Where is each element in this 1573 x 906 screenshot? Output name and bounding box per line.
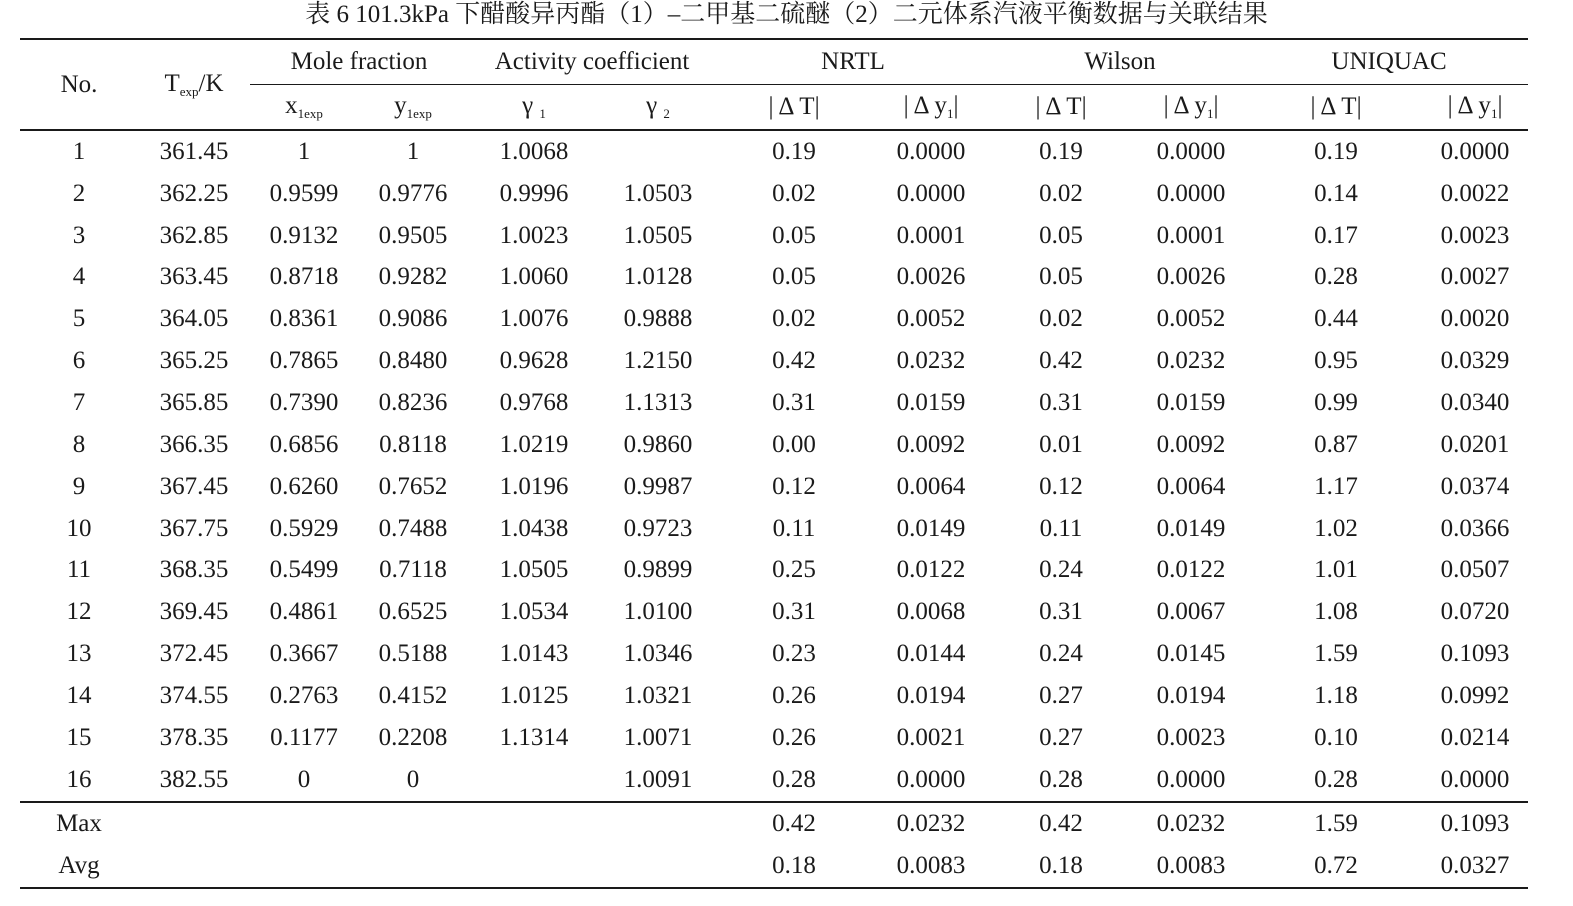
cell-no: 8 xyxy=(72,430,86,458)
uniquac-dy-end: | xyxy=(1497,92,1503,119)
cell-wilson-dy: 0.0026 xyxy=(1156,263,1226,291)
cell-x1exp: 0.9132 xyxy=(269,221,339,249)
cell-uniquac-dt: 0.44 xyxy=(1314,305,1358,333)
cell-uniquac-dt: 1.17 xyxy=(1314,472,1358,500)
cell-y1exp: 0.9086 xyxy=(378,305,448,333)
header-y1exp xyxy=(358,85,468,131)
table-header xyxy=(20,39,1528,130)
cell-no: 15 xyxy=(66,723,92,751)
cell-nrtl-dy: 0.0149 xyxy=(896,514,966,542)
cell-nrtl-dy: 0.0000 xyxy=(896,765,966,793)
cell-y1exp: 0.4152 xyxy=(378,681,448,709)
header-no: No. xyxy=(20,39,138,130)
cell-gamma1: 1.1314 xyxy=(499,723,569,751)
cell-no: 11 xyxy=(66,556,92,584)
cell-uniquac-dy: 0.0374 xyxy=(1440,472,1510,500)
cell-wilson-dy: 0.0159 xyxy=(1156,388,1226,416)
cell-uniquac-dy: 0.0022 xyxy=(1440,179,1510,207)
summary-row-avg xyxy=(20,845,1528,888)
table-row xyxy=(20,466,1528,508)
cell-wilson-dy: 0.0001 xyxy=(1156,221,1226,249)
table-body xyxy=(20,130,1528,802)
nrtl-dy-symbol: | Δ y xyxy=(903,92,947,119)
cell-x1exp: 0.2763 xyxy=(269,681,339,709)
cell-gamma2: 0.9888 xyxy=(623,305,693,333)
cell-y1exp: 0.7488 xyxy=(378,514,448,542)
cell-no: 5 xyxy=(72,305,86,333)
cell-x1exp: 0.7865 xyxy=(269,347,339,375)
cell-no: 10 xyxy=(66,514,92,542)
cell-x1exp xyxy=(250,802,358,845)
cell-nrtl-dy: 0.0232 xyxy=(896,347,966,375)
cell-gamma1: 1.0438 xyxy=(499,514,569,542)
cell-wilson-dy: 0.0122 xyxy=(1156,556,1226,584)
cell-x1exp: 0.8361 xyxy=(269,305,339,333)
cell-gamma1: 1.0125 xyxy=(499,681,569,709)
cell-temperature: 374.55 xyxy=(159,681,229,709)
cell-wilson-dt: 0.01 xyxy=(1039,430,1083,458)
header-nrtl-dy xyxy=(872,85,990,131)
cell-gamma1 xyxy=(468,845,600,888)
cell-nrtl-dt: 0.12 xyxy=(772,472,816,500)
cell-wilson-dt: 0.42 xyxy=(1039,347,1083,375)
cell-nrtl-dt: 0.31 xyxy=(772,388,816,416)
cell-gamma2 xyxy=(600,802,716,845)
cell-y1exp: 0 xyxy=(406,765,420,793)
cell-wilson-dy: 0.0145 xyxy=(1156,640,1226,668)
cell-uniquac-dt: 0.19 xyxy=(1314,137,1358,165)
header-x1exp xyxy=(250,85,358,131)
cell-nrtl-dt: 0.26 xyxy=(772,681,816,709)
cell-x1exp: 0.9599 xyxy=(269,179,339,207)
summary-row-max xyxy=(20,802,1528,845)
cell-temperature: 363.45 xyxy=(159,263,229,291)
cell-temperature: 368.35 xyxy=(159,556,229,584)
cell-y1exp: 0.2208 xyxy=(378,723,448,751)
temp-unit: /K xyxy=(198,69,224,97)
table-row xyxy=(20,130,1528,173)
cell-gamma1: 1.0505 xyxy=(499,556,569,584)
cell-uniquac-dy: 0.0201 xyxy=(1440,430,1510,458)
cell-x1exp xyxy=(250,845,358,888)
cell-gamma1 xyxy=(468,759,600,802)
cell-gamma2: 0.9723 xyxy=(623,514,693,542)
header-wilson-dt: | Δ T| xyxy=(990,85,1132,131)
gamma2-symbol: γ xyxy=(646,92,658,119)
header-gamma2 xyxy=(600,85,716,131)
table-row xyxy=(20,675,1528,717)
cell-wilson-dt: 0.27 xyxy=(1039,681,1083,709)
cell-nrtl-dt: 0.02 xyxy=(772,305,816,333)
cell-nrtl-dy: 0.0068 xyxy=(896,598,966,626)
header-gamma1 xyxy=(468,85,600,131)
cell-gamma2: 1.2150 xyxy=(623,347,693,375)
table-footer xyxy=(20,802,1528,888)
cell-nrtl-dy: 0.0001 xyxy=(896,221,966,249)
table-caption: 表 6 101.3kPa 下醋酸异丙酯（1）–二甲基二硫醚（2）二元体系汽液平衡数据与关联结果 xyxy=(305,1,1268,28)
cell-nrtl-dt: 0.28 xyxy=(772,765,816,793)
cell-wilson-dy: 0.0083 xyxy=(1132,845,1250,888)
cell-wilson-dy: 0.0149 xyxy=(1156,514,1226,542)
cell-y1exp: 1 xyxy=(406,137,420,165)
table-row xyxy=(20,717,1528,759)
cell-temperature: 372.45 xyxy=(159,640,229,668)
cell-wilson-dy: 0.0023 xyxy=(1156,723,1226,751)
cell-wilson-dt: 0.12 xyxy=(1039,472,1083,500)
vle-data-table xyxy=(20,38,1528,889)
cell-x1exp: 0.5499 xyxy=(269,556,339,584)
cell-temperature: 361.45 xyxy=(159,137,229,165)
cell-wilson-dy: 0.0194 xyxy=(1156,681,1226,709)
header-nrtl: NRTL xyxy=(716,39,990,85)
cell-uniquac-dt: 1.59 xyxy=(1250,802,1422,845)
gamma2-subscript: 2 xyxy=(663,106,670,121)
cell-wilson-dt: 0.11 xyxy=(1039,514,1083,542)
uniquac-dy-subscript: 1 xyxy=(1490,106,1498,121)
cell-y1exp: 0.5188 xyxy=(378,640,448,668)
cell-uniquac-dt: 0.72 xyxy=(1250,845,1422,888)
cell-nrtl-dt: 0.18 xyxy=(716,845,872,888)
nrtl-dy-subscript: 1 xyxy=(946,106,954,121)
cell-y1exp: 0.7118 xyxy=(379,556,447,584)
cell-uniquac-dt: 0.28 xyxy=(1314,765,1358,793)
cell-uniquac-dy: 0.0329 xyxy=(1440,347,1510,375)
header-nrtl-dt: | Δ T| xyxy=(716,85,872,131)
cell-gamma2 xyxy=(600,845,716,888)
cell-y1exp: 0.8236 xyxy=(378,388,448,416)
cell-y1exp: 0.9282 xyxy=(378,263,448,291)
cell-uniquac-dy: 0.0340 xyxy=(1440,388,1510,416)
cell-wilson-dy: 0.0067 xyxy=(1156,598,1226,626)
cell-nrtl-dt: 0.19 xyxy=(772,137,816,165)
cell-uniquac-dy: 0.0023 xyxy=(1440,221,1510,249)
cell-wilson-dy: 0.0000 xyxy=(1156,765,1226,793)
table-row xyxy=(20,424,1528,466)
cell-gamma1: 1.0076 xyxy=(499,305,569,333)
cell-uniquac-dt: 0.14 xyxy=(1314,179,1358,207)
cell-gamma1: 1.0219 xyxy=(499,430,569,458)
cell-wilson-dy: 0.0064 xyxy=(1156,472,1226,500)
cell-uniquac-dt: 1.02 xyxy=(1314,514,1358,542)
cell-x1exp: 0.3667 xyxy=(269,640,339,668)
table-row xyxy=(20,591,1528,633)
cell-temperature: 362.85 xyxy=(159,221,229,249)
cell-y1exp: 0.9776 xyxy=(378,179,448,207)
cell-temperature: 369.45 xyxy=(159,598,229,626)
cell-no: 14 xyxy=(66,681,92,709)
cell-nrtl-dt: 0.05 xyxy=(772,221,816,249)
summary-label: Max xyxy=(20,802,138,845)
header-temperature xyxy=(138,39,250,130)
cell-nrtl-dt: 0.11 xyxy=(772,514,816,542)
cell-uniquac-dt: 0.99 xyxy=(1314,388,1358,416)
cell-nrtl-dt: 0.00 xyxy=(772,430,816,458)
cell-nrtl-dy: 0.0064 xyxy=(896,472,966,500)
summary-label: Avg xyxy=(20,845,138,888)
cell-x1exp: 0.7390 xyxy=(269,388,339,416)
cell-nrtl-dt: 0.31 xyxy=(772,598,816,626)
cell-gamma1: 1.0068 xyxy=(499,137,569,165)
cell-wilson-dt: 0.18 xyxy=(990,845,1132,888)
table-row xyxy=(20,215,1528,257)
table-row xyxy=(20,508,1528,550)
cell-nrtl-dy: 0.0194 xyxy=(896,681,966,709)
cell-wilson-dt: 0.28 xyxy=(1039,765,1083,793)
wilson-dy-symbol: | Δ y xyxy=(1163,92,1207,119)
cell-gamma2: 1.0071 xyxy=(623,723,693,751)
header-wilson-dy xyxy=(1132,85,1250,131)
y-subscript: 1exp xyxy=(406,106,432,121)
cell-temperature: 365.25 xyxy=(159,347,229,375)
cell-uniquac-dy: 0.0366 xyxy=(1440,514,1510,542)
cell-y1exp: 0.8480 xyxy=(378,347,448,375)
cell-uniquac-dt: 1.01 xyxy=(1314,556,1358,584)
cell-wilson-dt: 0.05 xyxy=(1039,221,1083,249)
cell-x1exp: 0.8718 xyxy=(269,263,339,291)
cell-uniquac-dt: 0.87 xyxy=(1314,430,1358,458)
table-row xyxy=(20,257,1528,299)
cell-uniquac-dy: 0.1093 xyxy=(1422,802,1528,845)
header-wilson: Wilson xyxy=(990,39,1250,85)
cell-gamma2: 1.0346 xyxy=(623,640,693,668)
table-row xyxy=(20,173,1528,215)
temp-subscript: exp xyxy=(179,83,199,99)
cell-gamma2 xyxy=(600,130,716,173)
uniquac-dy-symbol: | Δ y xyxy=(1447,92,1491,119)
cell-y1exp: 0.7652 xyxy=(378,472,448,500)
cell-wilson-dt: 0.31 xyxy=(1039,388,1083,416)
cell-gamma2: 1.0091 xyxy=(623,765,693,793)
cell-nrtl-dt: 0.05 xyxy=(772,263,816,291)
cell-uniquac-dy: 0.0992 xyxy=(1440,681,1510,709)
table-row xyxy=(20,340,1528,382)
cell-wilson-dt: 0.02 xyxy=(1039,305,1083,333)
table-row xyxy=(20,298,1528,340)
cell-temperature: 367.75 xyxy=(159,514,229,542)
wilson-dy-subscript: 1 xyxy=(1206,106,1214,121)
cell-nrtl-dt: 0.25 xyxy=(772,556,816,584)
table-row xyxy=(20,382,1528,424)
cell-wilson-dy: 0.0000 xyxy=(1156,179,1226,207)
cell-gamma1: 1.0023 xyxy=(499,221,569,249)
cell-wilson-dt: 0.24 xyxy=(1039,556,1083,584)
table-row xyxy=(20,549,1528,591)
cell-nrtl-dy: 0.0052 xyxy=(896,305,966,333)
cell-nrtl-dy: 0.0000 xyxy=(896,137,966,165)
cell-nrtl-dy: 0.0232 xyxy=(872,802,990,845)
cell-gamma2: 1.0321 xyxy=(623,681,693,709)
cell-temperature xyxy=(138,845,250,888)
cell-gamma1: 1.0196 xyxy=(499,472,569,500)
cell-gamma1: 1.0143 xyxy=(499,640,569,668)
cell-gamma2: 1.0128 xyxy=(623,263,693,291)
temp-symbol: T xyxy=(164,69,180,97)
cell-y1exp xyxy=(358,802,468,845)
cell-gamma2: 0.9987 xyxy=(623,472,693,500)
cell-gamma2: 1.0100 xyxy=(623,598,693,626)
cell-no: 1 xyxy=(72,137,86,165)
cell-uniquac-dt: 1.59 xyxy=(1314,640,1358,668)
cell-no: 2 xyxy=(72,179,86,207)
cell-nrtl-dt: 0.02 xyxy=(772,179,816,207)
cell-x1exp: 0 xyxy=(297,765,311,793)
cell-wilson-dy: 0.0052 xyxy=(1156,305,1226,333)
cell-gamma1 xyxy=(468,802,600,845)
gamma1-subscript: 1 xyxy=(539,106,546,121)
cell-wilson-dt: 0.24 xyxy=(1039,640,1083,668)
header-uniquac-dy xyxy=(1422,85,1528,131)
cell-no: 4 xyxy=(72,263,86,291)
cell-uniquac-dt: 0.95 xyxy=(1314,347,1358,375)
header-mole-fraction: Mole fraction xyxy=(250,39,468,85)
cell-nrtl-dt: 0.26 xyxy=(772,723,816,751)
gamma1-symbol: γ xyxy=(522,92,534,119)
cell-nrtl-dy: 0.0026 xyxy=(896,263,966,291)
header-uniquac: UNIQUAC xyxy=(1250,39,1528,85)
table-row xyxy=(20,759,1528,802)
header-activity-coefficient: Activity coefficient xyxy=(468,39,716,85)
x-symbol: x xyxy=(285,92,298,119)
cell-wilson-dt: 0.42 xyxy=(990,802,1132,845)
cell-temperature: 382.55 xyxy=(159,765,229,793)
cell-uniquac-dy: 0.0214 xyxy=(1440,723,1510,751)
nrtl-dy-end: | xyxy=(953,92,959,119)
cell-x1exp: 0.6856 xyxy=(269,430,339,458)
cell-gamma1: 1.0534 xyxy=(499,598,569,626)
cell-wilson-dt: 0.02 xyxy=(1039,179,1083,207)
cell-temperature: 364.05 xyxy=(159,305,229,333)
cell-gamma1: 0.9768 xyxy=(499,388,569,416)
cell-y1exp: 0.9505 xyxy=(378,221,448,249)
cell-uniquac-dy: 0.0720 xyxy=(1440,598,1510,626)
y-symbol: y xyxy=(394,92,407,119)
cell-x1exp: 0.4861 xyxy=(269,598,339,626)
cell-uniquac-dt: 1.08 xyxy=(1314,598,1358,626)
cell-uniquac-dy: 0.0507 xyxy=(1440,556,1510,584)
cell-gamma2: 1.1313 xyxy=(623,388,693,416)
cell-uniquac-dy: 0.1093 xyxy=(1440,640,1510,668)
cell-nrtl-dy: 0.0122 xyxy=(896,556,966,584)
cell-x1exp: 0.6260 xyxy=(269,472,339,500)
cell-x1exp: 0.5929 xyxy=(269,514,339,542)
cell-y1exp: 0.8118 xyxy=(379,430,447,458)
cell-gamma2: 1.0503 xyxy=(623,179,693,207)
cell-no: 3 xyxy=(72,221,86,249)
header-uniquac-dt: | Δ T| xyxy=(1250,85,1422,131)
cell-wilson-dy: 0.0000 xyxy=(1156,137,1226,165)
cell-temperature xyxy=(138,802,250,845)
cell-uniquac-dt: 1.18 xyxy=(1314,681,1358,709)
cell-uniquac-dt: 0.10 xyxy=(1314,723,1358,751)
cell-nrtl-dy: 0.0144 xyxy=(896,640,966,668)
cell-wilson-dt: 0.05 xyxy=(1039,263,1083,291)
cell-wilson-dy: 0.0232 xyxy=(1156,347,1226,375)
cell-no: 7 xyxy=(72,388,86,416)
cell-nrtl-dt: 0.23 xyxy=(772,640,816,668)
cell-gamma1: 1.0060 xyxy=(499,263,569,291)
cell-wilson-dt: 0.31 xyxy=(1039,598,1083,626)
cell-no: 9 xyxy=(72,472,86,500)
cell-temperature: 362.25 xyxy=(159,179,229,207)
cell-temperature: 378.35 xyxy=(159,723,229,751)
cell-uniquac-dt: 0.28 xyxy=(1314,263,1358,291)
cell-no: 12 xyxy=(66,598,92,626)
cell-wilson-dy: 0.0232 xyxy=(1132,802,1250,845)
cell-temperature: 366.35 xyxy=(159,430,229,458)
wilson-dy-end: | xyxy=(1213,92,1219,119)
cell-temperature: 367.45 xyxy=(159,472,229,500)
cell-uniquac-dy: 0.0027 xyxy=(1440,263,1510,291)
cell-wilson-dt: 0.19 xyxy=(1039,137,1083,165)
cell-uniquac-dy: 0.0000 xyxy=(1440,137,1510,165)
cell-nrtl-dy: 0.0021 xyxy=(896,723,966,751)
cell-y1exp xyxy=(358,845,468,888)
cell-y1exp: 0.6525 xyxy=(378,598,448,626)
cell-nrtl-dy: 0.0000 xyxy=(896,179,966,207)
cell-no: 6 xyxy=(72,347,86,375)
cell-gamma2: 0.9899 xyxy=(623,556,693,584)
cell-gamma1: 0.9628 xyxy=(499,347,569,375)
cell-temperature: 365.85 xyxy=(159,388,229,416)
cell-x1exp: 1 xyxy=(297,137,311,165)
cell-nrtl-dy: 0.0083 xyxy=(872,845,990,888)
cell-gamma2: 0.9860 xyxy=(623,430,693,458)
cell-uniquac-dy: 0.0327 xyxy=(1422,845,1528,888)
cell-no: 16 xyxy=(66,765,92,793)
cell-x1exp: 0.1177 xyxy=(270,723,338,751)
cell-nrtl-dt: 0.42 xyxy=(716,802,872,845)
cell-nrtl-dt: 0.42 xyxy=(772,347,816,375)
cell-uniquac-dt: 0.17 xyxy=(1314,221,1358,249)
x-subscript: 1exp xyxy=(297,106,323,121)
table-row xyxy=(20,633,1528,675)
cell-uniquac-dy: 0.0020 xyxy=(1440,305,1510,333)
cell-uniquac-dy: 0.0000 xyxy=(1440,765,1510,793)
cell-no: 13 xyxy=(66,640,92,668)
cell-nrtl-dy: 0.0159 xyxy=(896,388,966,416)
cell-wilson-dy: 0.0092 xyxy=(1156,430,1226,458)
cell-gamma2: 1.0505 xyxy=(623,221,693,249)
cell-gamma1: 0.9996 xyxy=(499,179,569,207)
cell-wilson-dt: 0.27 xyxy=(1039,723,1083,751)
cell-nrtl-dy: 0.0092 xyxy=(896,430,966,458)
